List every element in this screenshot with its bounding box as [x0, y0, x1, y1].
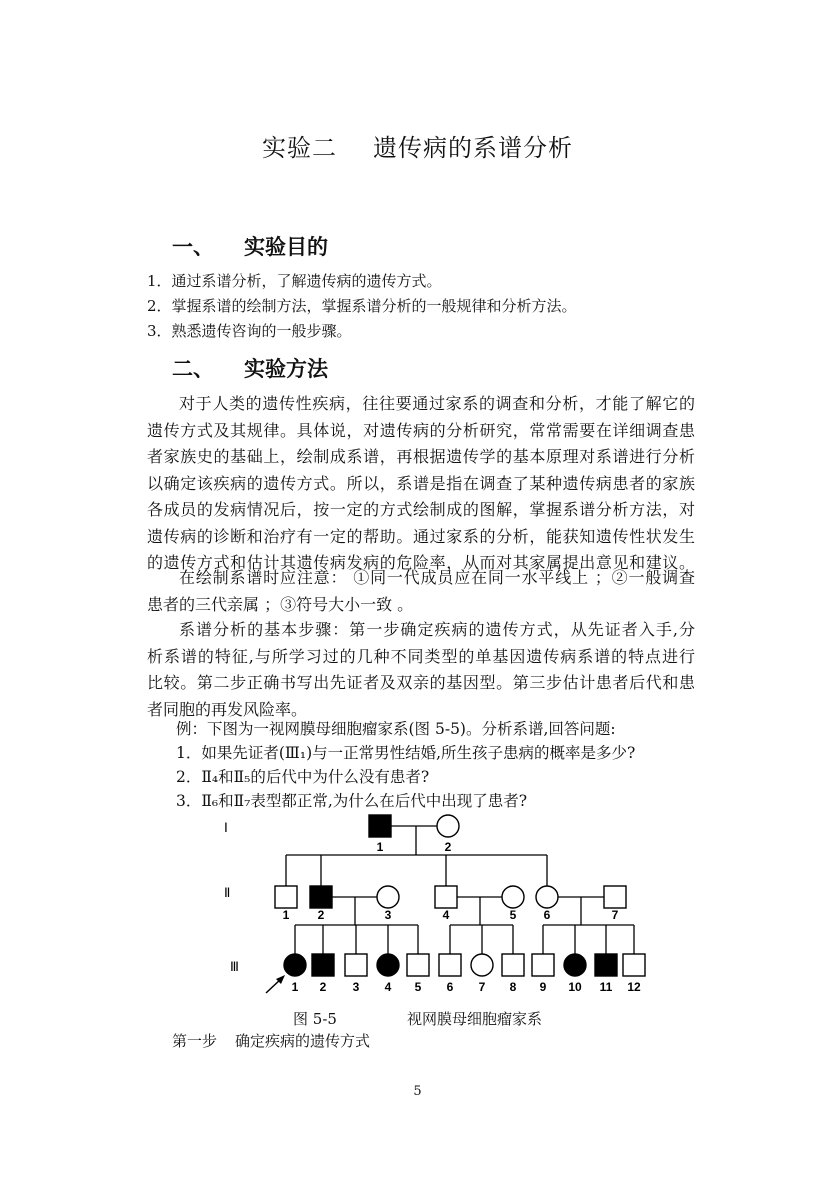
- pedigree-id-label: 2: [444, 840, 452, 854]
- text-line: 系谱分析的基本步骤：第一步确定疾病的遗传方式，从先证者入手,分: [179, 620, 695, 639]
- section1-heading: [172, 231, 328, 261]
- pedigree-id-label: 3: [352, 980, 360, 994]
- text-line: 以确定该疾病的遗传方式。所以，系谱是指在调查了某种遗传病患者的家族: [147, 473, 695, 493]
- section2-heading-text: 实验方法: [244, 357, 328, 381]
- pedigree-male-symbol: [312, 954, 334, 976]
- pedigree-female-symbol: [437, 815, 459, 837]
- paragraph-intro: [147, 391, 695, 577]
- pedigree-male-symbol: [439, 954, 461, 976]
- section1-number: 一、: [172, 235, 214, 259]
- pedigree-id-label: 6: [446, 980, 454, 994]
- pedigree-female-symbol: [284, 954, 306, 976]
- text-line: 者家族史的基础上，绘制成系谱，再根据遗传学的基本原理对系谱进行分析: [147, 447, 695, 466]
- text-line: 对于人类的遗传性疾病，往往要通过家系的调查和分析，才能了解它的: [179, 394, 695, 413]
- caption-figno: 图 5-5: [293, 1010, 337, 1028]
- pedigree-id-label: 1: [282, 908, 290, 922]
- page-title: [0, 128, 835, 163]
- pedigree-id-label: 12: [627, 980, 641, 994]
- pedigree-id-label: 6: [543, 908, 551, 922]
- pedigree-male-symbol: [310, 886, 332, 908]
- pedigree-id-label: 10: [568, 980, 582, 994]
- pedigree-male-symbol: [345, 954, 367, 976]
- pedigree-id-label: 9: [539, 980, 547, 994]
- pedigree-male-symbol: [369, 815, 391, 837]
- question-2: 2．Ⅱ₄和Ⅱ₅的后代中为什么没有患者?: [176, 768, 430, 786]
- pedigree-id-label: 4: [384, 980, 392, 994]
- pedigree-female-symbol: [564, 954, 586, 976]
- pedigree-male-symbol: [435, 886, 457, 908]
- text-line: 者同胞的再发风险率。: [147, 699, 308, 719]
- pedigree-id-label: 2: [317, 908, 325, 922]
- step-heading: [172, 1030, 370, 1051]
- pedigree-female-symbol: [536, 886, 558, 908]
- pedigree-id-label: 11: [599, 980, 613, 994]
- pedigree-male-symbol: [595, 954, 617, 976]
- text-line: 比较。第二步正确书写出先证者及双亲的基因型。第三步估计患者后代和患: [147, 673, 695, 692]
- pedigree-id-label: 8: [509, 980, 517, 994]
- text-line: 各成员的发病情况后，按一定的方式绘制成的图解，掌握系谱分析方法，对: [147, 500, 695, 519]
- pedigree-male-symbol: [502, 954, 524, 976]
- pedigree-id-label: 1: [291, 980, 299, 994]
- pedigree-id-label: 2: [319, 980, 327, 994]
- list-item: 3．熟悉遗传咨询的一般步骤。: [147, 322, 352, 340]
- pedigree-male-symbol: [604, 886, 626, 908]
- page-number: 5: [413, 1084, 422, 1099]
- pedigree-male-symbol: [275, 886, 297, 908]
- generation-label: Ⅱ: [224, 885, 231, 900]
- step-text: 确定疾病的遗传方式: [235, 1032, 371, 1050]
- text-line: 析系谱的特征,与所学习过的几种不同类型的单基因遗传病系谱的特点进行: [147, 646, 695, 666]
- caption-text: 视网膜母细胞瘤家系: [406, 1010, 542, 1028]
- pedigree-female-symbol: [471, 954, 493, 976]
- title-part2: 遗传病的系谱分析: [373, 134, 573, 162]
- figure-caption: [0, 1008, 835, 1029]
- text-line: 遗传方式及其规律。具体说，对遗传病的分析研究，常常需要在详细调查患: [147, 420, 695, 440]
- section2-heading: [172, 353, 328, 383]
- pedigree-female-symbol: [377, 954, 399, 976]
- paragraph-notes: [147, 565, 695, 618]
- pedigree-female-symbol: [502, 886, 524, 908]
- text-line: 在绘制系谱时应注意： ①同一代成员应在同一水平线上 ；②一般调查: [179, 568, 695, 587]
- pedigree-female-symbol: [377, 886, 399, 908]
- pedigree-id-label: 7: [611, 908, 619, 922]
- generation-label: Ⅲ: [230, 959, 239, 974]
- pedigree-figure: [210, 805, 670, 1005]
- section1-heading-text: 实验目的: [244, 235, 328, 259]
- text-line: 的遗传方式和估计其遗传病发病的危险率，从而对其家属提出意见和建议。: [147, 553, 695, 572]
- text-line: 患者的三代亲属 ；③符号大小一致 。: [147, 594, 414, 614]
- question-3: 3．Ⅱ₆和Ⅱ₇表型都正常,为什么在后代中出现了患者?: [176, 792, 528, 810]
- pedigree-id-label: 4: [442, 908, 450, 922]
- list-item: 2．掌握系谱的绘制方法，掌握系谱分析的一般规律和分析方法。: [147, 297, 577, 315]
- text-line: 遗传病的诊断和治疗有一定的帮助。通过家系的分析，能获知遗传性状发生: [147, 526, 695, 546]
- paragraph-steps: [147, 617, 695, 723]
- pedigree-id-label: 1: [376, 840, 384, 854]
- question-1: 1．如果先证者(Ⅲ₁)与一正常男性结婚,所生孩子患病的概率是多少?: [176, 744, 636, 762]
- pedigree-male-symbol: [407, 954, 429, 976]
- generation-label: Ⅰ: [224, 820, 228, 835]
- pedigree-id-label: 5: [414, 980, 422, 994]
- example-text: 例：下图为一视网膜母细胞瘤家系(图 5-5)。分析系谱,回答问题:: [176, 720, 616, 738]
- section2-number: 二、: [172, 357, 214, 381]
- list-item: 1．通过系谱分析，了解遗传病的遗传方式。: [147, 272, 442, 290]
- pedigree-id-label: 7: [478, 980, 486, 994]
- pedigree-id-label: 3: [384, 908, 392, 922]
- step-label: 第一步: [172, 1032, 218, 1050]
- pedigree-male-symbol: [623, 954, 645, 976]
- pedigree-id-label: 5: [509, 908, 517, 922]
- pedigree-male-symbol: [532, 954, 554, 976]
- title-part1: 实验二: [262, 134, 337, 162]
